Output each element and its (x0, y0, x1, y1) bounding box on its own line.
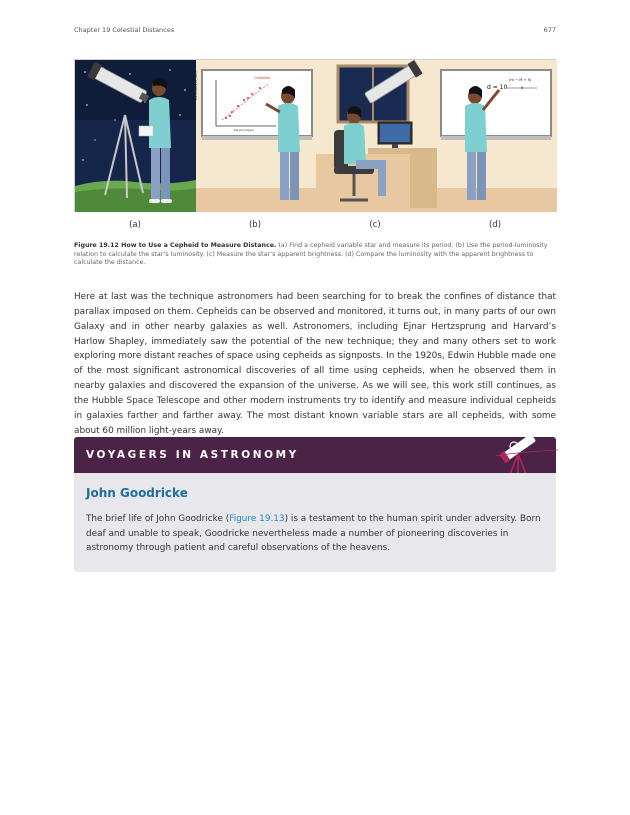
feature-text-after-link: ) is a testament to the human spirit under adversity. Born deaf and unable to speak, Goodricke nevertheless made a number of pioneering discoveries in astronomy through patient and careful observations of the heavens. (86, 514, 541, 554)
distance-formula-denominator: 5 (521, 86, 524, 90)
figure-panel-labels (74, 220, 556, 232)
feature-banner-title: VOYAGERS IN ASTRONOMY (86, 449, 299, 461)
graph-x-axis-label: Period (days) (234, 128, 254, 132)
feature-text (86, 512, 541, 556)
figure-caption (74, 242, 554, 268)
panel-label-a: (a) (129, 220, 141, 230)
cepheid-figure (74, 59, 556, 212)
panel-d-illustration (437, 60, 557, 212)
distance-formula-exponent: (m − M + 5) (509, 78, 532, 82)
panel-a-illustration (75, 60, 196, 212)
graph-y-axis-label: Luminosity (L_Sun) (194, 71, 198, 100)
page-number: 677 (543, 26, 556, 34)
panel-label-b: (b) (248, 220, 262, 230)
figure-caption-text: (a) Find a cepheid variable star and measure its period. (b) Use the period-luminosity relation to calculate the star’s luminosity. (c) Measure the star’s apparent brightness. (d) Compare the luminosity with the apparent brightness to calculate the distance. (74, 242, 548, 267)
figure-19-13-link[interactable]: Figure 19.13 (229, 514, 285, 524)
feature-text-before-link: The brief life of John Goodricke ( (86, 514, 230, 524)
body-paragraph: Here at last was the technique astronomers had been searching for to break the confines of distance that parallax imposed on them. Cepheids can be observed and monitored, it turns out, in many parts of our own Galaxy and in other nearby galaxies as well. Astronomers, including Ejnar Hertzsprung and Harvard’s Harlow Shapley, immediately saw the potential of the new technique; they and many others set to work exploring more distant reaches of space using cepheids as signposts. In the 1920s, Edwin Hubble made one of the most significant astronomical discoveries of all time using cepheids, when he observed them in nearby galaxies and discovered the expansion of the universe. As we will see, this work still continues, as the Hubble Space Telescope and other modern instruments try to identify and measure individual cepheids in galaxies farther and farther away. The most distant known variable stars are all cepheids, with some about 60 million light-years away. (74, 292, 556, 436)
panel-label-d: (d) (488, 220, 502, 230)
running-header-chapter: Chapter 19 Celestial Distances (74, 26, 175, 34)
feature-banner (74, 437, 556, 473)
feature-box (74, 473, 556, 572)
panel-c-illustration (316, 60, 437, 212)
feature-heading: John Goodricke (86, 486, 188, 500)
figure-caption-title: Figure 19.12 How to Use a Cepheid to Measure Distance. (74, 242, 277, 249)
panel-b-illustration (196, 60, 316, 212)
distance-formula-base: d = 10 (487, 84, 508, 91)
panel-label-c: (c) (369, 220, 381, 230)
graph-curve-label: Cepheids (254, 76, 271, 80)
